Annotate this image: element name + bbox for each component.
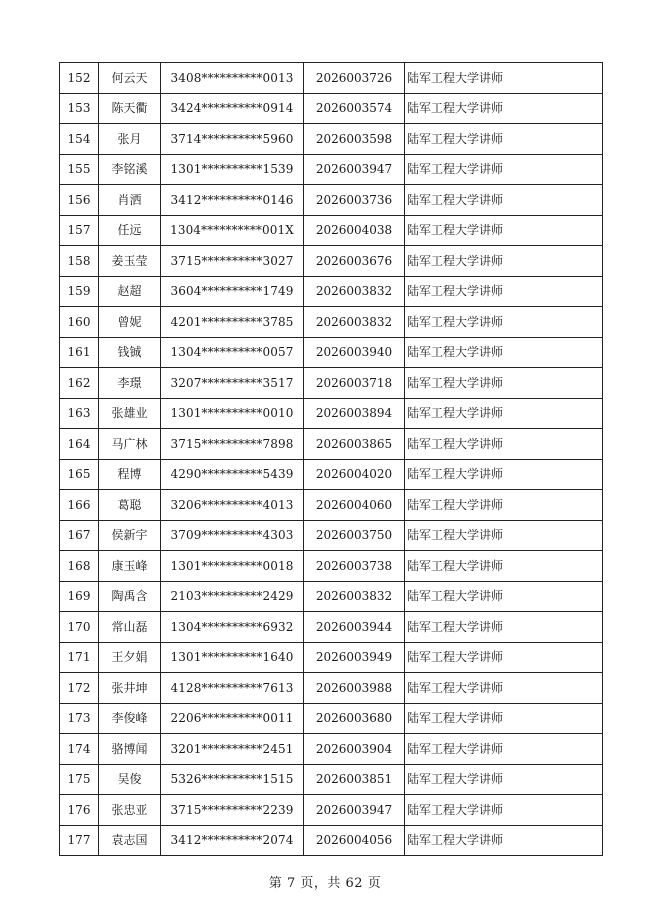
id-number-cell: 3714**********5960: [161, 124, 304, 155]
row-number-cell: 166: [60, 490, 99, 521]
id-number-cell: 3412**********0146: [161, 185, 304, 216]
table-row: [60, 795, 603, 826]
table-row: [60, 307, 603, 338]
table-row: [60, 764, 603, 795]
table-row: [60, 154, 603, 185]
page-footer: [0, 872, 650, 891]
name-cell: 任远: [99, 215, 161, 246]
row-number-cell: 161: [60, 337, 99, 368]
exam-code-cell: 2026003894: [304, 398, 405, 429]
position-cell: 陆军工程大学讲师: [405, 703, 603, 734]
id-number-cell: 3715**********2239: [161, 795, 304, 826]
name-cell: 骆博闻: [99, 734, 161, 765]
position-cell: 陆军工程大学讲师: [405, 825, 603, 856]
exam-code-cell: 2026004056: [304, 825, 405, 856]
row-number-cell: 165: [60, 459, 99, 490]
name-cell: 王夕娟: [99, 642, 161, 673]
table-row: [60, 215, 603, 246]
id-number-cell: 3412**********2074: [161, 825, 304, 856]
row-number-cell: 157: [60, 215, 99, 246]
position-cell: 陆军工程大学讲师: [405, 368, 603, 399]
id-number-cell: 3201**********2451: [161, 734, 304, 765]
position-cell: 陆军工程大学讲师: [405, 307, 603, 338]
row-number-cell: 163: [60, 398, 99, 429]
table-row: [60, 124, 603, 155]
row-number-cell: 155: [60, 154, 99, 185]
exam-code-cell: 2026003949: [304, 642, 405, 673]
position-cell: 陆军工程大学讲师: [405, 398, 603, 429]
id-number-cell: 1301**********1539: [161, 154, 304, 185]
id-number-cell: 3408**********0013: [161, 63, 304, 94]
name-cell: 何云天: [99, 63, 161, 94]
position-cell: 陆军工程大学讲师: [405, 93, 603, 124]
table-row: [60, 246, 603, 277]
id-number-cell: 1301**********1640: [161, 642, 304, 673]
row-number-cell: 158: [60, 246, 99, 277]
name-cell: 张忠亚: [99, 795, 161, 826]
id-number-cell: 3206**********4013: [161, 490, 304, 521]
name-cell: 曾妮: [99, 307, 161, 338]
row-number-cell: 175: [60, 764, 99, 795]
exam-code-cell: 2026003947: [304, 795, 405, 826]
name-cell: 李俊峰: [99, 703, 161, 734]
table-row: [60, 642, 603, 673]
row-number-cell: 176: [60, 795, 99, 826]
id-number-cell: 2103**********2429: [161, 581, 304, 612]
row-number-cell: 153: [60, 93, 99, 124]
id-number-cell: 2206**********0011: [161, 703, 304, 734]
row-number-cell: 168: [60, 551, 99, 582]
exam-code-cell: 2026004038: [304, 215, 405, 246]
row-number-cell: 171: [60, 642, 99, 673]
id-number-cell: 4290**********5439: [161, 459, 304, 490]
table-row: [60, 276, 603, 307]
row-number-cell: 152: [60, 63, 99, 94]
row-number-cell: 159: [60, 276, 99, 307]
position-cell: 陆军工程大学讲师: [405, 124, 603, 155]
name-cell: 李璟: [99, 368, 161, 399]
exam-code-cell: 2026003598: [304, 124, 405, 155]
name-cell: 钱铖: [99, 337, 161, 368]
row-number-cell: 174: [60, 734, 99, 765]
candidate-table: [59, 62, 603, 856]
id-number-cell: 4201**********3785: [161, 307, 304, 338]
table-row: [60, 612, 603, 643]
name-cell: 张雄业: [99, 398, 161, 429]
exam-code-cell: 2026003832: [304, 276, 405, 307]
current-page-number: 7: [286, 876, 296, 891]
id-number-cell: 1301**********0010: [161, 398, 304, 429]
name-cell: 陶禹含: [99, 581, 161, 612]
id-number-cell: 3604**********1749: [161, 276, 304, 307]
name-cell: 吴俊: [99, 764, 161, 795]
exam-code-cell: 2026003738: [304, 551, 405, 582]
exam-code-cell: 2026003726: [304, 63, 405, 94]
position-cell: 陆军工程大学讲师: [405, 215, 603, 246]
name-cell: 张井坤: [99, 673, 161, 704]
table-row: [60, 368, 603, 399]
row-number-cell: 170: [60, 612, 99, 643]
exam-code-cell: 2026003865: [304, 429, 405, 460]
position-cell: 陆军工程大学讲师: [405, 246, 603, 277]
name-cell: 程博: [99, 459, 161, 490]
position-cell: 陆军工程大学讲师: [405, 612, 603, 643]
id-number-cell: 5326**********1515: [161, 764, 304, 795]
exam-code-cell: 2026003832: [304, 307, 405, 338]
id-number-cell: 3424**********0914: [161, 93, 304, 124]
row-number-cell: 156: [60, 185, 99, 216]
table-row: [60, 673, 603, 704]
table-row: [60, 337, 603, 368]
name-cell: 姜玉莹: [99, 246, 161, 277]
name-cell: 李铭溪: [99, 154, 161, 185]
row-number-cell: 172: [60, 673, 99, 704]
name-cell: 常山磊: [99, 612, 161, 643]
table-row: [60, 490, 603, 521]
table-row: [60, 734, 603, 765]
name-cell: 袁志国: [99, 825, 161, 856]
exam-code-cell: 2026003851: [304, 764, 405, 795]
footer-prefix: 第: [268, 876, 283, 891]
position-cell: 陆军工程大学讲师: [405, 490, 603, 521]
table-row: [60, 185, 603, 216]
id-number-cell: 3715**********7898: [161, 429, 304, 460]
position-cell: 陆军工程大学讲师: [405, 459, 603, 490]
exam-code-cell: 2026003680: [304, 703, 405, 734]
id-number-cell: 1304**********6932: [161, 612, 304, 643]
position-cell: 陆军工程大学讲师: [405, 764, 603, 795]
position-cell: 陆军工程大学讲师: [405, 63, 603, 94]
position-cell: 陆军工程大学讲师: [405, 185, 603, 216]
position-cell: 陆军工程大学讲师: [405, 642, 603, 673]
name-cell: 赵超: [99, 276, 161, 307]
id-number-cell: 3709**********4303: [161, 520, 304, 551]
position-cell: 陆军工程大学讲师: [405, 154, 603, 185]
table-body: [60, 63, 603, 856]
position-cell: 陆军工程大学讲师: [405, 795, 603, 826]
row-number-cell: 162: [60, 368, 99, 399]
name-cell: 肖洒: [99, 185, 161, 216]
name-cell: 葛聪: [99, 490, 161, 521]
id-number-cell: 3715**********3027: [161, 246, 304, 277]
name-cell: 马广林: [99, 429, 161, 460]
id-number-cell: 3207**********3517: [161, 368, 304, 399]
table-row: [60, 398, 603, 429]
position-cell: 陆军工程大学讲师: [405, 337, 603, 368]
position-cell: 陆军工程大学讲师: [405, 734, 603, 765]
name-cell: 张月: [99, 124, 161, 155]
table-row: [60, 459, 603, 490]
exam-code-cell: 2026003718: [304, 368, 405, 399]
table-row: [60, 825, 603, 856]
exam-code-cell: 2026003676: [304, 246, 405, 277]
id-number-cell: 1304**********0057: [161, 337, 304, 368]
table-row: [60, 581, 603, 612]
row-number-cell: 164: [60, 429, 99, 460]
exam-code-cell: 2026003947: [304, 154, 405, 185]
exam-code-cell: 2026003736: [304, 185, 405, 216]
name-cell: 侯新宇: [99, 520, 161, 551]
row-number-cell: 154: [60, 124, 99, 155]
row-number-cell: 177: [60, 825, 99, 856]
position-cell: 陆军工程大学讲师: [405, 581, 603, 612]
name-cell: 康玉峰: [99, 551, 161, 582]
table-row: [60, 93, 603, 124]
footer-suffix: 页: [367, 876, 382, 891]
footer-middle: 页，共: [300, 876, 341, 891]
id-number-cell: 1304**********001X: [161, 215, 304, 246]
exam-code-cell: 2026003940: [304, 337, 405, 368]
exam-code-cell: 2026003904: [304, 734, 405, 765]
row-number-cell: 169: [60, 581, 99, 612]
total-page-count: 62: [345, 876, 364, 891]
exam-code-cell: 2026003944: [304, 612, 405, 643]
table-row: [60, 63, 603, 94]
id-number-cell: 4128**********7613: [161, 673, 304, 704]
row-number-cell: 167: [60, 520, 99, 551]
position-cell: 陆军工程大学讲师: [405, 520, 603, 551]
table-row: [60, 520, 603, 551]
exam-code-cell: 2026003988: [304, 673, 405, 704]
row-number-cell: 160: [60, 307, 99, 338]
id-number-cell: 1301**********0018: [161, 551, 304, 582]
table-row: [60, 703, 603, 734]
name-cell: 陈天衢: [99, 93, 161, 124]
exam-code-cell: 2026003832: [304, 581, 405, 612]
table-row: [60, 429, 603, 460]
exam-code-cell: 2026004020: [304, 459, 405, 490]
position-cell: 陆军工程大学讲师: [405, 673, 603, 704]
exam-code-cell: 2026003750: [304, 520, 405, 551]
position-cell: 陆军工程大学讲师: [405, 276, 603, 307]
table-row: [60, 551, 603, 582]
row-number-cell: 173: [60, 703, 99, 734]
position-cell: 陆军工程大学讲师: [405, 429, 603, 460]
exam-code-cell: 2026003574: [304, 93, 405, 124]
position-cell: 陆军工程大学讲师: [405, 551, 603, 582]
exam-code-cell: 2026004060: [304, 490, 405, 521]
